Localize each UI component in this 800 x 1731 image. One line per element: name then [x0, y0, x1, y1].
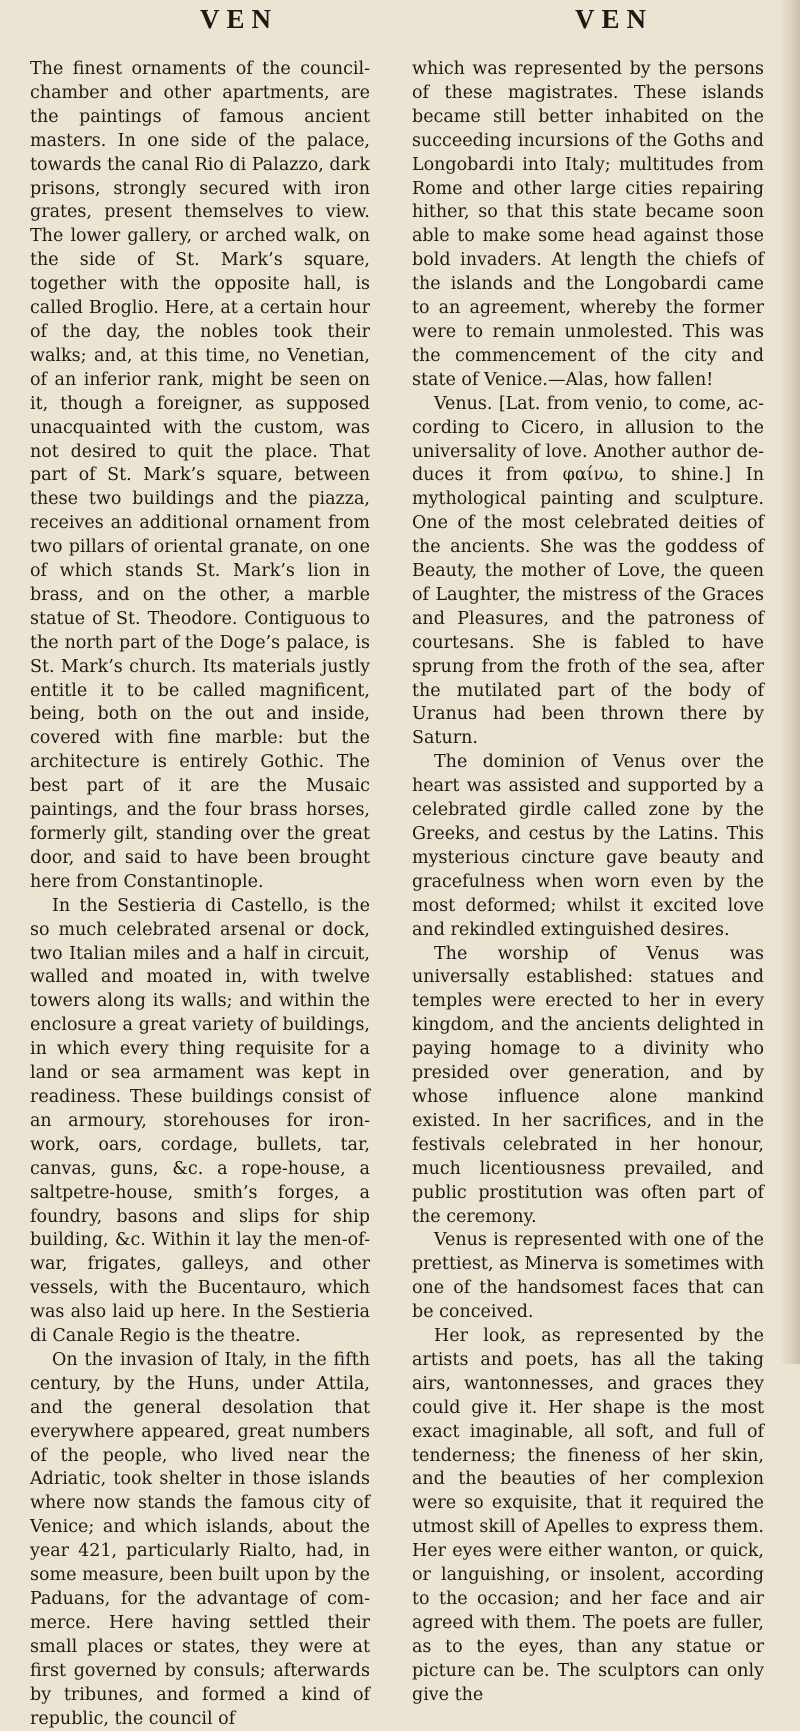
- paragraph-her-look: Her look, as represented by the artists and poets, has all the taking airs, wantonnesses, and graces they could give it. Her shape is the most exact imaginable, all soft, and full of tenderness; the fineness of her skin, and the beauties of her complexion were so exquisite, that it required the utmost skill of Apelles to express them. Her eyes were either wanton, or quick, or languishing, or insolent, according to the occasion; and her face and air agreed with them. The poets are fuller, as to the eyes, than any statue or picture can be. The sculptors can only give the: [412, 1326, 764, 1705]
- paragraph-invasion: On the invasion of Italy, in the fifth century, by the Huns, under Attila, and the general desolation that everywhere appeared, great numbers of the people, who lived near the Adriatic, took shelter in those islands where now stands the famous city of Venice; and which islands, about the year 421, particularly Rialto, had, in some measure, been built upon by the Paduans, for the advantage of commerce. Here having settled their small places or states, they were at first governed by consuls; afterwards by tribunes, and formed a kind of republic, the council of: [30, 1349, 370, 1729]
- left-column: [30, 58, 370, 1731]
- paragraph-arsenal: In the Sestieria di Castello, is the so much celebrated arsenal or dock, two Italian miles and a half in circuit, walled and moated in, with twelve towers along its walls; and within the enclosure a great variety of buildings, in which every thing requisite for a land or sea armament was kept in readiness. These buildings consist of an armoury, storehouses for iron-work, oars, cordage, bullets, tar, canvas, guns, &c. a rope-house, a saltpetre-house, smith’s forges, a foundry, basons and slips for ship building, &c. Within it lay the men-of-war, frigates, galleys, and other vessels, with the Bucentauro, which was also laid up here. In the Sestieria di Canale Regio is the theatre.: [30, 895, 370, 1347]
- page-edge-shadow: [780, 0, 800, 1364]
- paragraph-council-chamber: The finest ornaments of the council-chamber and other apartments, are the paintings of famous ancient masters. In one side of the palace, towards the canal Rio di Palazzo, dark prisons, strongly secured with iron grates, present themselves to view. The lower gallery, or arched walk, on the side of St. Mark’s square, together with the opposite hall, is called Broglio. Here, at a certain hour of the day, the nobles took their walks; and, at this time, no Venetian, of an inferior rank, might be seen on it, though a foreigner, as supposed unacquainted with the custom, was not desired to quit the place. That part of St. Mark’s square, between these two buildings and the piazza, receives an additional ornament from two pillars of oriental granate, on one of which stands St. Mark’s lion in brass, and on the other, a marble statue of St. Theodore. Contiguous to the north part of the Doge’s palace, is St. Mark’s church. Its materials justly entitle it to be called magnificent, being, both on the out and inside, covered with fine marble: but the architecture is entirely Gothic. The best part of it are the Musaic paintings, and the four brass horses, formerly gilt, standing over the great door, and said to have been brought here from Constantinople.: [30, 59, 370, 892]
- paragraph-venus-entry: Venus. [Lat. from venio, to come, according to Cicero, in allusion to the universality of love. Another author deduces it from φαίνω, to shine.] In mythological painting and sculpture. One of the most celebrated deities of the ancients. She was the goddess of Beauty, the mother of Love, the queen of Laughter, the mistress of the Graces and Pleasures, and the patroness of courtesans. She is fabled to have sprung from the froth of the sea, after the mutilated part of the body of Uranus had been thrown there by Saturn.: [412, 393, 764, 749]
- paragraph-worship: The worship of Venus was universally established: statues and temples were erected to her in every kingdom, and the ancients delighted in paying homage to a divinity who presided over generation, and by whose influence alone mankind existed. In her sacrifices, and in the festivals celebrated in her honour, much licentiousness prevailed, and public prostitution was often part of the ceremony.: [412, 943, 764, 1227]
- running-head-right: VEN: [575, 4, 654, 34]
- running-head-left: VEN: [200, 4, 279, 34]
- paragraph-represented: Venus is represented with one of the prettiest, as Minerva is sometimes with one of the handsomest faces that can be conceived.: [412, 1230, 764, 1323]
- paragraph-girdle: The dominion of Venus over the heart was assisted and supported by a celebrated girdle called zone by the Greeks, and cestus by the Latins. This mysterious cincture gave beauty and gracefulness when worn even by the most deformed; whilst it excited love and rekindled extinguished desires.: [412, 752, 764, 940]
- paragraph-magistrates: which was represented by the persons of these magistrates. These islands became still better inhabited on the succeeding incursions of the Goths and Longobardi into Italy; multitudes from Rome and other large cities repairing hither, so that this state became soon able to make some head against those bold invaders. At length the chiefs of the islands and the Longobardi came to an agreement, whereby the former were to remain unmolested. This was the commencement of the city and state of Venice.—Alas, how fallen!: [412, 59, 764, 390]
- right-column: [412, 58, 764, 1708]
